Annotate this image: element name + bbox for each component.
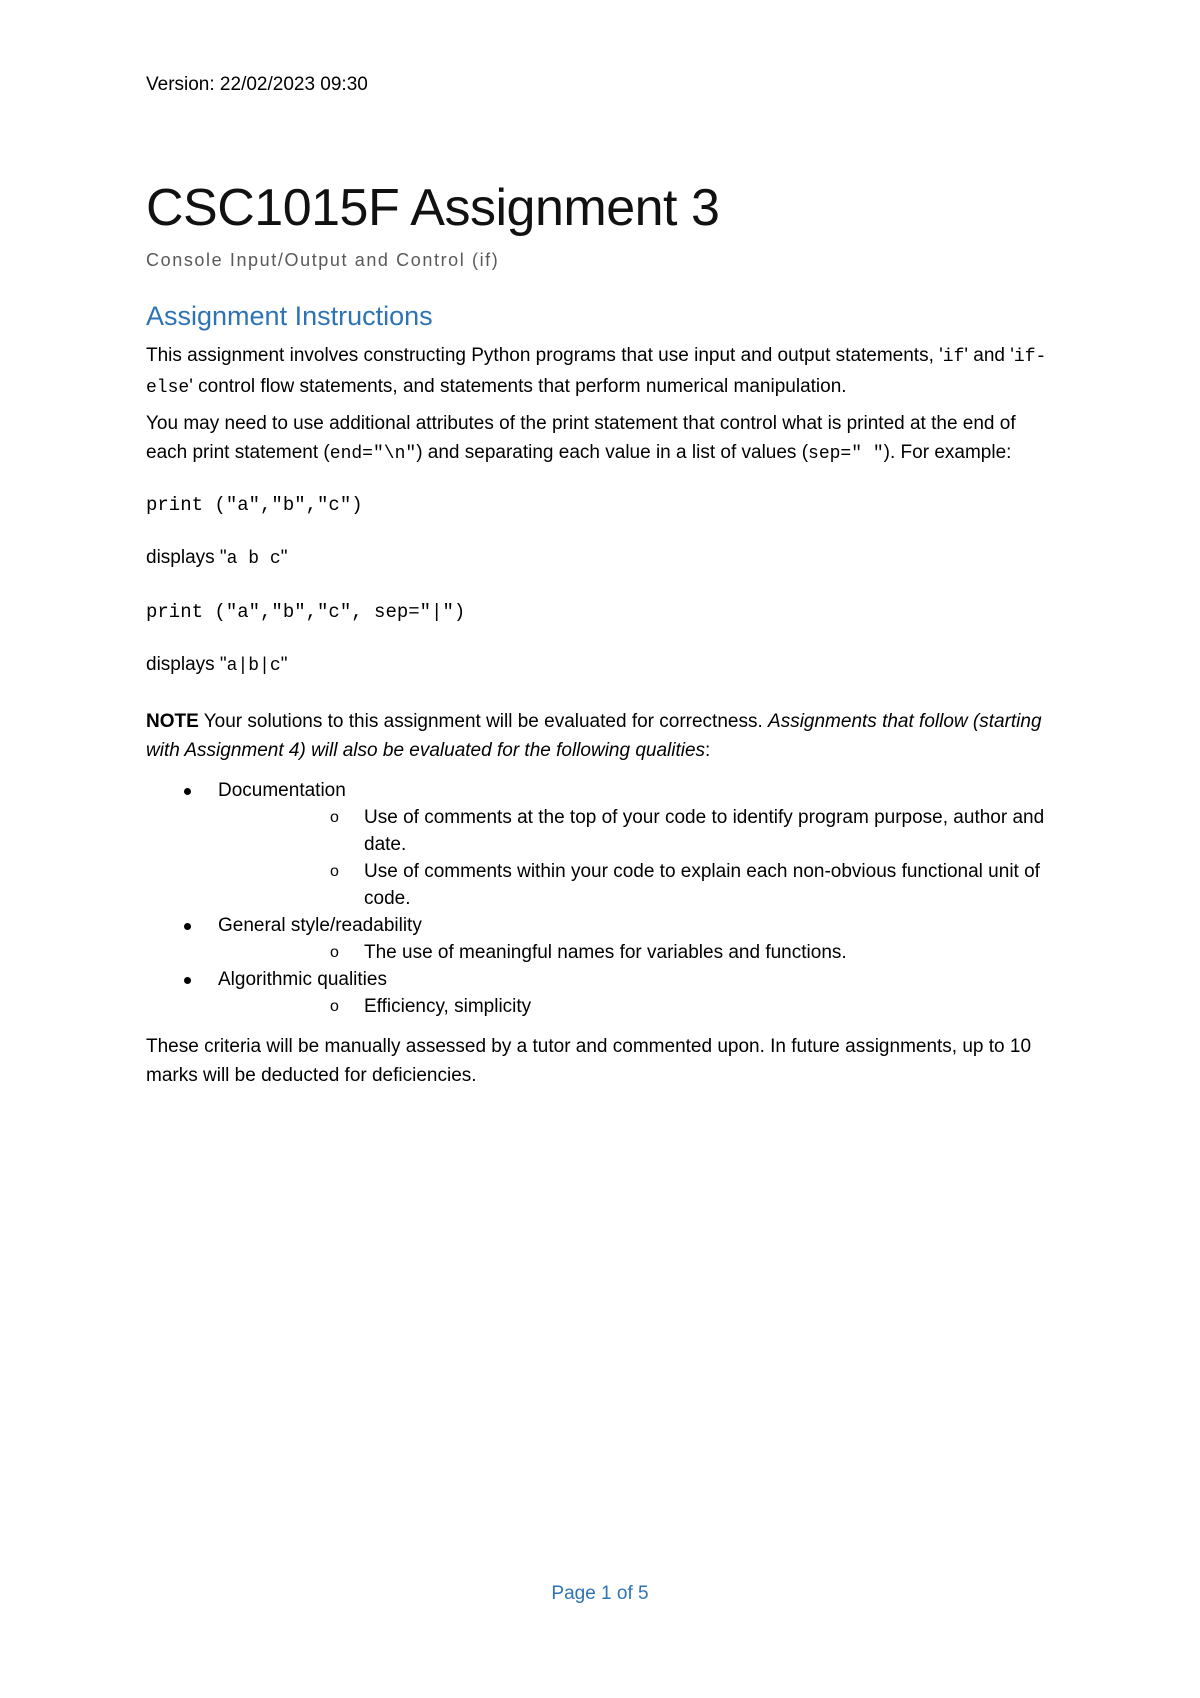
print-code-end: end="\n": [329, 444, 417, 464]
circle-bullet-icon: o: [330, 809, 339, 826]
display-example-2: [146, 650, 1056, 681]
page-number: Page 1 of 5: [551, 1583, 649, 1604]
print-code-sep: sep=" ": [808, 444, 884, 464]
print-attributes-paragraph: [146, 409, 1056, 469]
criteria-item-documentation: [146, 777, 1056, 912]
intro-text-2: ' and ': [964, 345, 1014, 366]
circle-bullet-icon: o: [330, 944, 339, 961]
criteria-sub-item: [218, 993, 1056, 1020]
circle-bullet-icon: o: [330, 863, 339, 880]
page-content: [146, 72, 1056, 1090]
circle-bullet-icon: o: [330, 998, 339, 1015]
intro-code-if-else: if-else: [146, 347, 1047, 398]
criteria-label: Algorithmic qualities: [218, 969, 387, 990]
intro-code-if: if: [942, 347, 965, 367]
criteria-sub-list: [218, 804, 1056, 912]
display-2-code: a|b|c: [226, 656, 281, 676]
display-1-code: a b c: [226, 549, 281, 569]
note-text: Your solutions to this assignment will be evaluated for correctness.: [198, 711, 769, 732]
display-2-text-2: ": [280, 654, 288, 675]
code-example-1: print ("a","b","c"): [146, 494, 363, 516]
criteria-sub-text: Use of comments at the top of your code to identify program purpose, author and date.: [364, 807, 1045, 855]
note-label: NOTE: [146, 711, 199, 732]
closing-paragraph: These criteria will be manually assessed by a tutor and commented upon. In future assignments, up to 10 marks will be deducted for deficiencies.: [146, 1036, 1032, 1086]
criteria-sub-list: [218, 939, 1056, 966]
criteria-sub-item: [218, 804, 1056, 858]
criteria-sub-item: [218, 939, 1056, 966]
criteria-item-style: [146, 912, 1056, 966]
criteria-item-algorithmic: [146, 966, 1056, 1020]
criteria-sub-list: [218, 993, 1056, 1020]
criteria-sub-item: [218, 858, 1056, 912]
display-1-text-1: displays ": [146, 547, 227, 568]
bullet-icon: [184, 977, 191, 984]
intro-text-3: ' control flow statements, and statements that perform numerical manipulation.: [189, 376, 847, 397]
display-example-1: [146, 543, 1056, 574]
display-2-text-1: displays ": [146, 654, 227, 675]
criteria-label: Documentation: [218, 780, 346, 801]
note-paragraph: [146, 707, 1056, 765]
intro-text-1: This assignment involves constructing Python programs that use input and output statements, ': [146, 345, 943, 366]
criteria-sub-text: Efficiency, simplicity: [364, 996, 532, 1017]
document-title: CSC1015F Assignment 3: [146, 179, 720, 237]
print-text-1: You may need to use additional attributes of the print statement that control what is printed at the end of each print statement (: [146, 413, 1016, 463]
section-heading: Assignment Instructions: [146, 301, 433, 331]
criteria-label: General style/readability: [218, 915, 422, 936]
intro-paragraph: [146, 341, 1056, 403]
document-subtitle: Console Input/Output and Control (if): [146, 250, 500, 270]
bullet-icon: [184, 923, 191, 930]
print-text-2: ) and separating each value in a list of values (: [416, 442, 809, 463]
version-line: Version: 22/02/2023 09:30: [146, 74, 368, 95]
criteria-sub-text: Use of comments within your code to explain each non-obvious functional unit of code.: [364, 861, 1040, 909]
criteria-sub-text: The use of meaningful names for variables and functions.: [364, 942, 847, 963]
criteria-list: [146, 777, 1056, 1020]
code-example-2: print ("a","b","c", sep="|"): [146, 601, 466, 623]
print-text-3: ). For example:: [883, 442, 1012, 463]
bullet-icon: [184, 788, 191, 795]
note-end: :: [705, 740, 711, 761]
note-italic: Assignments that follow (starting with Assignment 4) will also be evaluated for the following qualities: [146, 711, 1042, 761]
display-1-text-2: ": [280, 547, 288, 568]
